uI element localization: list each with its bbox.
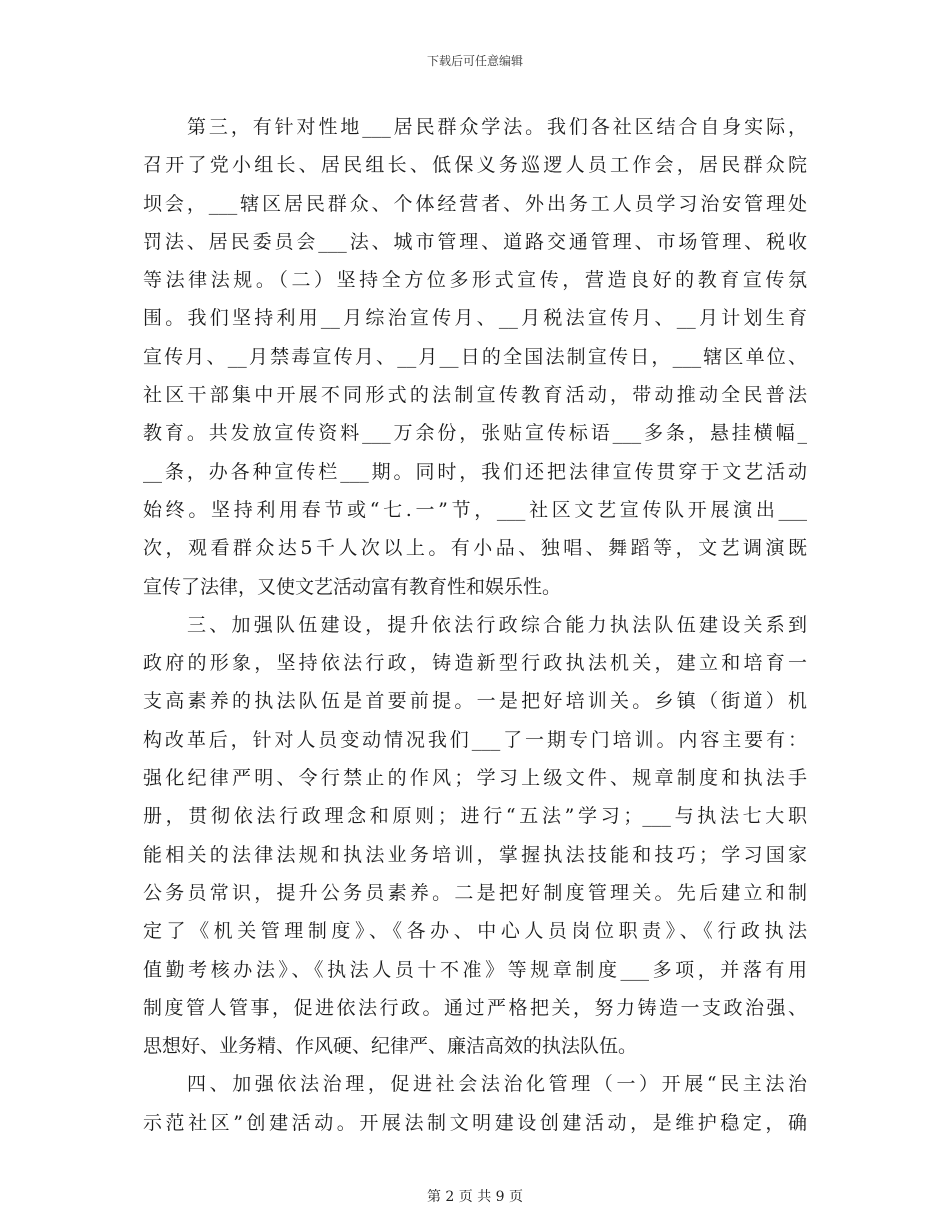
text-line: 次，观看群众达5千人次以上。有小品、独唱、舞蹈等，文艺调演既 — [143, 537, 807, 560]
text-line: 定了《机关管理制度》、《各办、中心人员岗位职责》、《行政执法 — [143, 920, 807, 943]
text-line: 公务员常识，提升公务员素养。二是把好制度管理关。先后建立和制 — [143, 881, 807, 904]
document-body — [143, 108, 807, 1142]
text-line: 教育。共发放宣传资料___万余份，张贴宣传标语___多条，悬挂横幅_ — [143, 422, 807, 445]
text-line: 社区干部集中开展不同形式的法制宣传教育活动，带动推动全民普法 — [143, 384, 807, 407]
text-line: 等法律法规。（二）坚持全方位多形式宣传，营造良好的教育宣传氛 — [143, 269, 807, 292]
text-line: 示范社区”创建活动。开展法制文明建设创建活动，是维护稳定，确 — [143, 1111, 807, 1134]
page-header: 下载后可任意编辑 — [426, 54, 523, 68]
text-line: __条，办各种宣传栏___期。同时，我们还把法律宣传贯穿于文艺活动 — [143, 460, 807, 483]
text-line: 围。我们坚持利用__月综治宣传月、__月税法宣传月、__月计划生育 — [143, 307, 807, 330]
text-line: 政府的形象，坚持依法行政，铸造新型行政执法机关，建立和培育一 — [143, 652, 807, 675]
text-line: 召开了党小组长、居民组长、低保义务巡逻人员工作会，居民群众院 — [143, 154, 807, 177]
text-line: 构改革后，针对人员变动情况我们___了一期专门培训。内容主要有： — [143, 728, 807, 751]
text-line: 始终。坚持利用春节或“七.一”节，___社区文艺宣传队开展演出___ — [143, 498, 807, 521]
text-line: 三、加强队伍建设，提升依法行政综合能力执法队伍建设关系到 — [187, 613, 807, 636]
text-line: 思想好、业务精、作风硬、纪律严、廉洁高效的执法队伍。 — [143, 1035, 638, 1058]
text-line: 强化纪律严明、令行禁止的作风；学习上级文件、规章制度和执法手 — [143, 767, 807, 790]
text-line: 罚法、居民委员会___法、城市管理、道路交通管理、市场管理、税收 — [143, 230, 807, 253]
text-line: 能相关的法律法规和执法业务培训，掌握执法技能和技巧；学习国家 — [143, 843, 807, 866]
text-line: 宣传月、__月禁毒宣传月、__月__日的全国法制宣传日，___辖区单位、 — [143, 345, 807, 368]
page-number: 第 2 页 共 9 页 — [426, 1189, 524, 1205]
text-line: 支高素养的执法队伍是首要前提。一是把好培训关。乡镇（街道）机 — [143, 690, 807, 713]
text-line: 坝会，___辖区居民群众、个体经营者、外出务工人员学习治安管理处 — [143, 192, 807, 215]
text-line: 制度管人管事，促进依法行政。通过严格把关，努力铸造一支政治强、 — [143, 996, 807, 1019]
text-line: 值勤考核办法》、《执法人员十不准》等规章制度___多项，并落有用 — [143, 958, 807, 981]
text-line: 四、加强依法治理，促进社会法治化管理（一）开展“民主法治 — [187, 1073, 807, 1096]
text-line: 第三，有针对性地___居民群众学法。我们各社区结合自身实际， — [187, 116, 807, 138]
text-line: 宣传了法律，又使文艺活动富有教育性和娱乐性。 — [143, 575, 562, 598]
text-line: 册，贯彻依法行政理念和原则；进行“五法”学习；___与执法七大职 — [143, 805, 807, 828]
